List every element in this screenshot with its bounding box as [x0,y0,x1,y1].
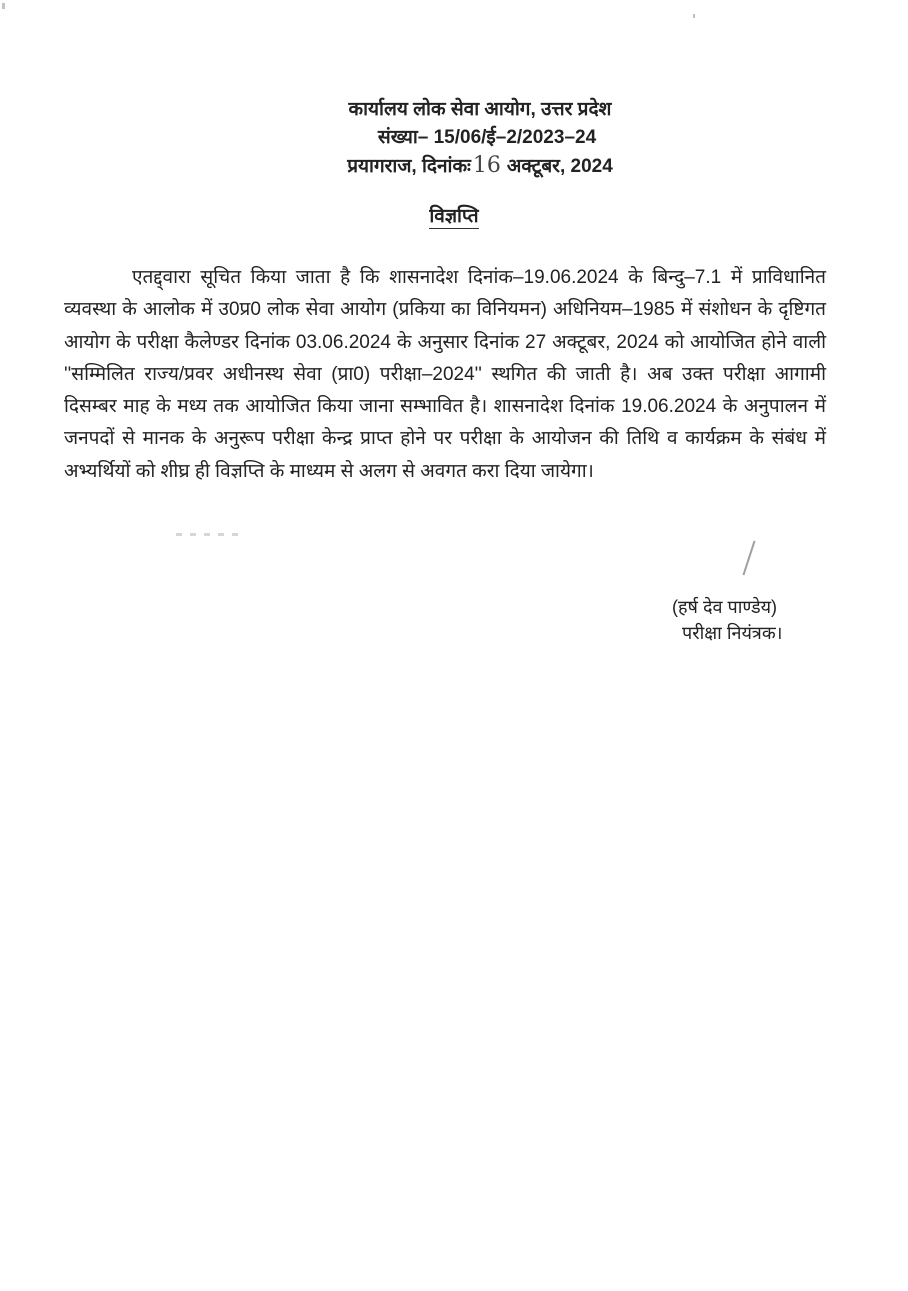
letterhead [250,96,710,181]
place-date [250,152,710,181]
notice-title [0,202,908,228]
notice-body [64,262,826,488]
signature-stroke [742,541,755,576]
office-name: कार्यालय लोक सेवा आयोग, उत्तर प्रदेश [348,99,612,120]
date-day-handwritten: 16 [472,153,501,178]
signatory-name: (हर्ष देव पाण्डेय) [672,597,778,617]
date-month-year: अक्टूबर, 2024 [506,156,613,177]
scan-artifact [693,14,695,18]
scan-artifact [2,3,5,9]
signatory-designation: परीक्षा नियंत्रक। [682,623,783,643]
notice-body-text: एतद्द्वारा सूचित किया जाता है कि शासनादेश दिनांक–19.06.2024 के बिन्दु–7.1 में प्राविधानित व्यवस्था के आलोक में उ0प्र0 लोक सेवा आयोग (प्रकिया का विनियमन) अधिनियम–1985 में संशोधन के दृष्टिगत आयोग के परीक्षा कैलेण्डर दिनांक 03.06.2024 के अनुसार दिनांक 27 अक्टूबर, 2024 को आयोजित होने वाली ''सम्मिलित राज्य/प्रवर अधीनस्थ सेवा (प्रा0) परीक्षा–2024'' स्थगित की जाती है। अब उक्त परीक्षा आगामी दिसम्बर माह के मध्य तक आयोजित किया जाना सम्भावित है। शासनादेश दिनांक 19.06.2024 के अनुपालन में जनपदों से मानक के अनुरूप परीक्षा केन्द्र प्राप्त होने पर परीक्षा के आयोजन की तिथि व कार्यक्रम के संबंध में अभ्यर्थियों को शीघ्र ही विज्ञप्ति के माध्यम से अलग से अवगत करा दिया जायेगा। [64,267,826,482]
signatory-block [672,594,842,646]
reference-number: संख्या– 15/06/ई–2/2023–24 [377,127,597,148]
scan-artifact [176,533,246,536]
place-date-prefix: प्रयागराज, दिनांकः [347,156,471,177]
notice-title-text: विज्ञप्ति [429,206,479,227]
